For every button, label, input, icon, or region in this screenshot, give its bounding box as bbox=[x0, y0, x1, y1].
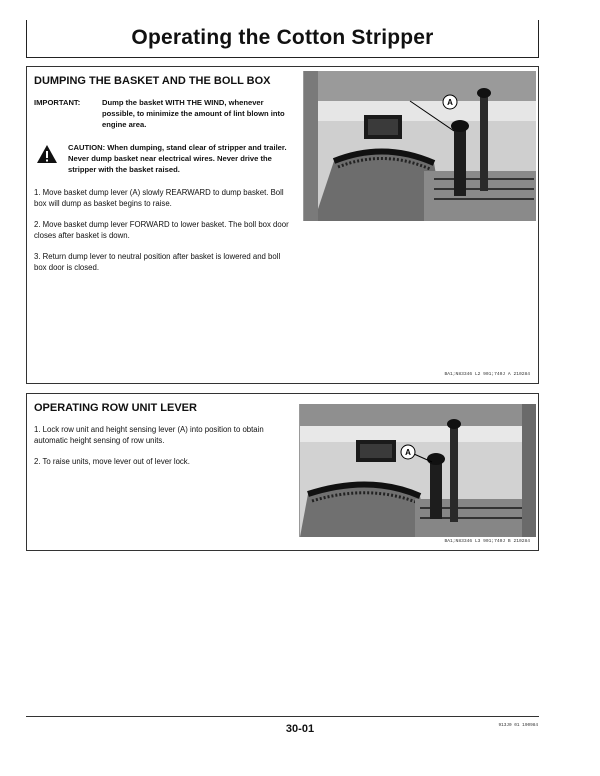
step-item: 1. Move basket dump lever (A) slowly REARWARD to dump basket. Boll box will dump as basket begins to raise. bbox=[34, 188, 284, 208]
section-dumping-basket bbox=[26, 66, 539, 384]
section-row-unit-lever bbox=[26, 393, 539, 551]
section-text bbox=[34, 402, 289, 477]
important-label: IMPORTANT: bbox=[34, 98, 81, 107]
step-item: 2. Move basket dump lever FORWARD to lower basket. The boll box door closes after basket is down. bbox=[34, 220, 289, 240]
important-note bbox=[34, 97, 289, 130]
figure-caption: BA1;N83346 L2 901;740J A 210284 bbox=[444, 372, 530, 377]
row-unit-lever-photo bbox=[299, 404, 536, 537]
footer-code: 913J0 01 190984 bbox=[498, 723, 538, 728]
figure-caption: BA1;N83346 L3 901;740J B 210284 bbox=[444, 539, 530, 544]
important-text: Dump the basket WITH THE WIND, whenever possible, to minimize the amount of lint blown into engine area. bbox=[102, 98, 285, 129]
dump-lever-photo bbox=[303, 71, 536, 221]
page-header bbox=[26, 20, 539, 58]
section-text bbox=[34, 75, 289, 283]
caution-note bbox=[34, 142, 289, 175]
step-item: 2. To raise units, move lever out of lever lock. bbox=[34, 457, 190, 466]
step-item: 3. Return dump lever to neutral position after basket is lowered and boll box door is closed. bbox=[34, 252, 281, 272]
section-heading: DUMPING THE BASKET AND THE BOLL BOX bbox=[34, 75, 271, 87]
step-item: 1. Lock row unit and height sensing lever (A) into position to obtain automatic height sensing of row units. bbox=[34, 425, 264, 445]
callout-label: A bbox=[447, 98, 453, 107]
page-title: Operating the Cotton Stripper bbox=[131, 26, 434, 49]
warning-triangle-icon bbox=[36, 144, 58, 164]
callout-label: A bbox=[405, 448, 411, 457]
footer-rule bbox=[26, 716, 539, 717]
section-heading: OPERATING ROW UNIT LEVER bbox=[34, 402, 197, 414]
caution-text: CAUTION: When dumping, stand clear of stripper and trailer. Never dump basket near electrical wires. Never drive the stripper with the basket raised. bbox=[68, 143, 287, 174]
page-number: 30-01 bbox=[285, 723, 315, 735]
